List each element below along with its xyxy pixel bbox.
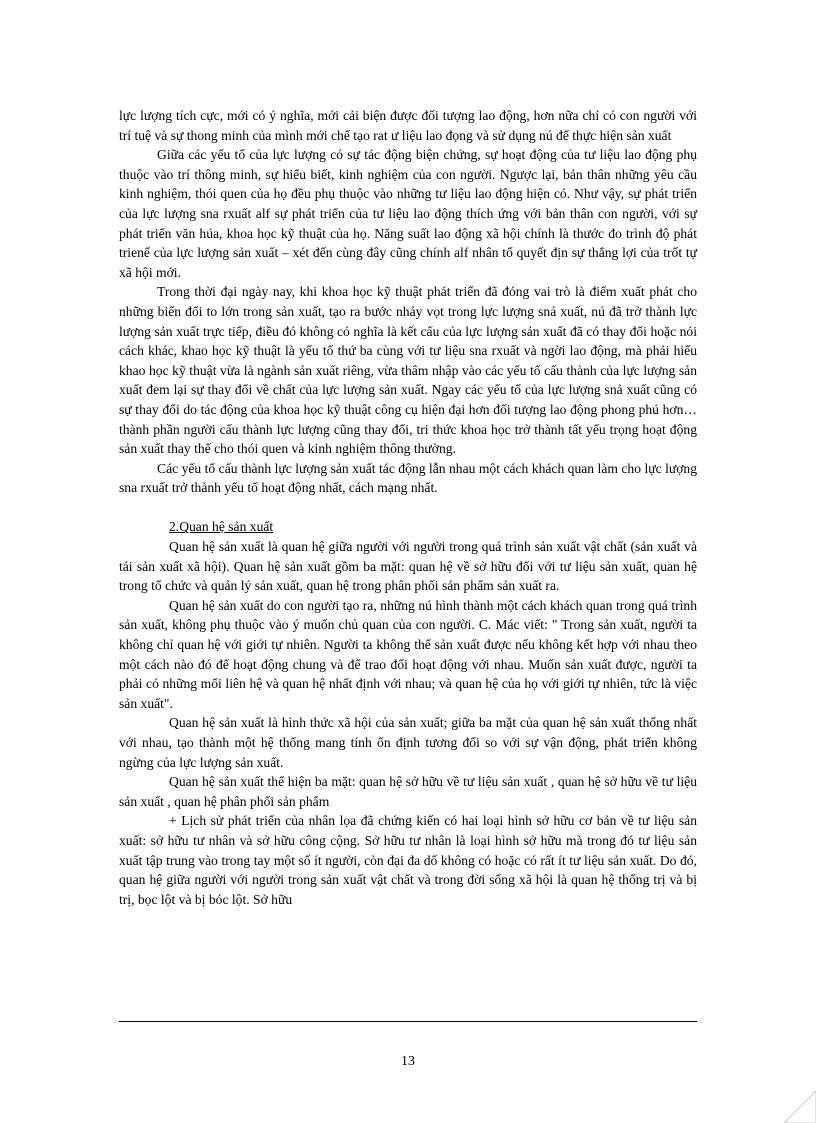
section-paragraph-1: Quan hệ sản xuất là quan hệ giữa người với người trong quá trình sản xuất vật chất (sản xuất và tái sản xuất xã hội). Quan hệ sản xuất gồm ba mặt: quan hệ về sở hữu đối với tư liệu sản xuất, quan hệ trong tổ chức và quản lý sản xuất, quan hệ trong phân phối sản phẩm sản xuất ra. bbox=[119, 539, 697, 594]
paragraph-1: lực lượng tích cực, mới có ý nghĩa, mới cải biện được đối tượng lao động, hơn nữa chỉ có con người với trí tuệ và sự thong minh của mình mới chế tạo rat ư liệu lao đọng và sử dụng nú để thực hiện sản xuất bbox=[119, 108, 697, 143]
section-paragraph-5: + Lịch sử phát triển của nhân lọa đã chứng kiến có hai loại hình sở hữu cơ bản về tư liệu sản xuất: sở hữu tư nhân và sở hữu công cộng. Sở hữu tư nhân là loại hình sở hữu mà trong đó tư liệu sản xuất tập trung vào trong tay một số ít người, còn đại đa dố không có hoặc có rất ít tư liệu sản xuất. Do đó, quan hệ giữa người với người trong sản xuất vật chất và trong đời sống xã hội là quan hệ thống trị và bị trị, bọc lột và bị bóc lột. Sở hữu bbox=[119, 813, 697, 907]
paragraph-4: Các yếu tố cấu thành lực lượng sản xuất tác động lẫn nhau một cách khách quan làm cho lực lượng sna rxuất trở thành yếu tố hoạt động nhất, cách mạng nhất. bbox=[119, 460, 697, 496]
section-paragraph-3: Quan hệ sản xuất là hình thức xã hội của sản xuất; giữa ba mặt của quan hệ sản xuất thống nhất với nhau, tạo thành một hệ thống mang tính ổn định tương đối so với sự vận động, phát triển không ngừng của lực lượng sản xuất. bbox=[119, 715, 697, 770]
page-corner-mark bbox=[784, 1091, 816, 1123]
page-body bbox=[119, 106, 697, 909]
section-paragraph-2: Quan hệ sản xuất do con người tạo ra, những nú hình thành một cách khách quan trong quá trình sản xuất, không phụ thuộc vào ý muốn chủ quan của con người. C. Mác viết: " Trong sản xuất, người ta không chỉ quan hệ với giới tự nhiên. Người ta không thể sản xuất được nếu không kết hợp với nhau theo một cách nào đó để hoạt động chung và để trao đổi hoạt động với nhau. Muốn sản xuất được, người ta phải có những mối liên hệ và quan hệ nhất định với nhau; và quan hệ của họ với giới tự nhiên, tức là việc sản xuất". bbox=[119, 597, 697, 711]
spacer bbox=[119, 498, 697, 518]
paragraph-2: Giữa các yếu tố của lực lượng có sự tác động biện chứng, sự hoạt động của tư liệu lao động phụ thuộc vào trí thông minh, sự hiểu biết, kinh nghiệm của con người. Ngược lại, bản thân những yêu cầu kinh nghiệm, thói quen của họ đều phụ thuộc vào những tư liệu lao động hiện có. Như vậy, sự phát triển của lực lượng sna rxuất alf sự phát triển của tư liệu lao động thích ứng với bản thân con người, với sự phát triển văn húa, khoa học kỹ thuật của họ. Năng suất lao động xã hội chính là thước đo trình độ phát trienể của lực lượng sản xuất – xét đến cùng đây cũng chính alf nhân tố quyết địn sự thắng lợi của trốt tự xã hội mới. bbox=[119, 147, 697, 280]
section-heading: 2.Quan hệ sản xuất bbox=[169, 519, 274, 535]
footer-divider bbox=[119, 1021, 697, 1022]
page-number: 13 bbox=[401, 1054, 415, 1069]
section-paragraph-4: Quan hệ sản xuất thể hiện ba mặt: quan hệ sở hữu về tư liệu sản xuất , quan hệ sở hữu về tư liệu sản xuất , quan hệ phân phối sản phẩm bbox=[119, 774, 697, 809]
paragraph-3: Trong thời đại ngày nay, khi khoa học kỹ thuật phát triển đã đóng vai trò là điểm xuất phát cho những biến đổi to lớn trong sản xuất, tạo ra bước nhảy vọt trong lực lượng snả xuất, nú đã trở thành lực lượng sản xuất trực tiếp, điều đó không có nghĩa là kết cấu của lực lượng sản xuất đã có thay đổi hoặc nói cách khác, khao học kỹ thuật là yếu tố thứ ba cùng với tư liệu sna rxuất và ngời lao động, mà phải hiểu khao học kỹ thuật vừa là ngành sản xuất riêng, vừa thâm nhập vào các yếu tố cấu thành của lực lượng sản xuất đem lại sự thay đổi về chất của lực lượng sản xuất. Ngay các yếu tố của lực lượng snả xuất cũng có sự thay đổi do tác động của khoa học kỹ thuật công cụ hiện đại hơn đối tượng lao động phong phú hơn… thành phần người cấu thành lực lượng cũng thay đổi, tri thức khoa học trở thành tất yếu trọng hoạt động sản xuất thay thế cho thói quen và kinh nghiệm thông thường. bbox=[119, 284, 697, 457]
